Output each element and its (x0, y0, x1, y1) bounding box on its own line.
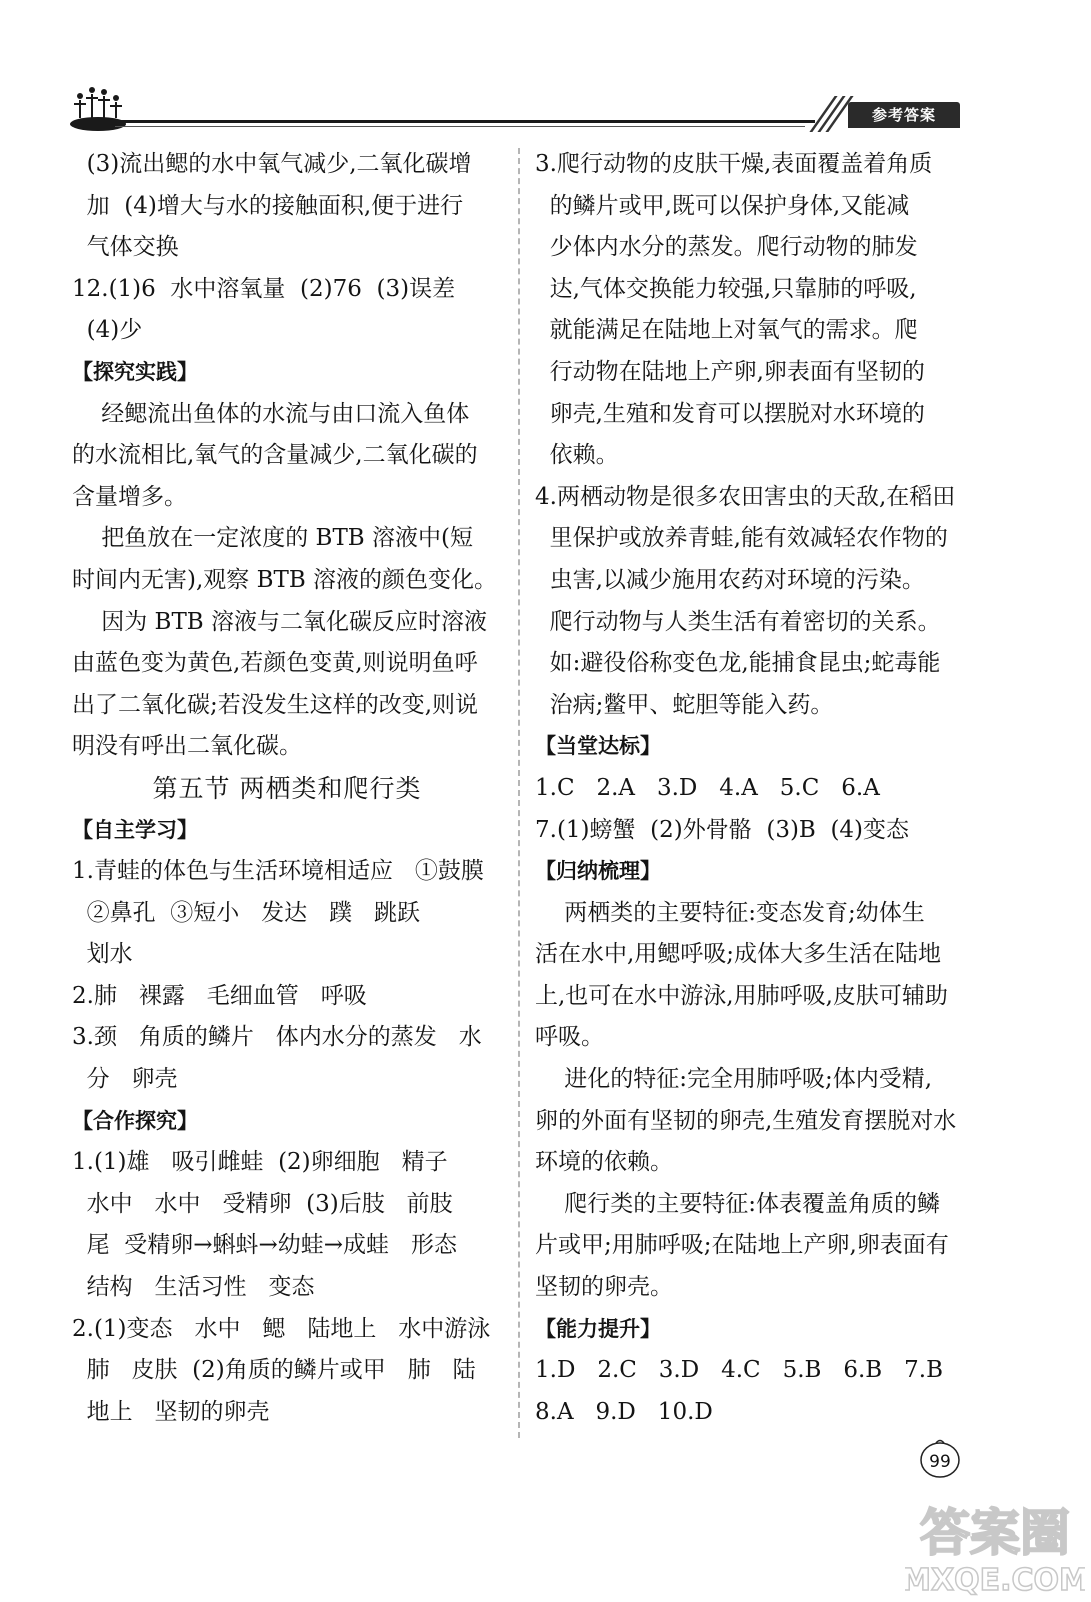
answer-line: 3.颈 角质的鳞片 体内水分的蒸发 水 (72, 1024, 482, 1051)
answer-line: 地上 坚韧的卵壳 (72, 1398, 270, 1425)
answer-line: 达,气体交换能力较强,只靠肺的呼吸, (535, 275, 917, 302)
answer-line: 进化的特征:完全用肺呼吸;体内受精, (535, 1066, 933, 1093)
answer-line: 里保护或放养青蛙,能有效减轻农作物的 (535, 525, 948, 552)
page-header (0, 0, 1091, 140)
answer-line: 片或甲;用肺呼吸;在陆地上产卵,卵表面有 (535, 1232, 949, 1259)
answer-line: 1.(1)雄 吸引雌蛙 (2)卵细胞 精子 (72, 1149, 448, 1176)
answer-line: 8.A 9.D 10.D (535, 1398, 713, 1425)
answer-line: 把鱼放在一定浓度的 BTB 溶液中(短 (72, 525, 473, 552)
answer-line: 环境的依赖。 (535, 1149, 673, 1176)
column-divider (518, 148, 520, 1438)
answer-line: 划水 (72, 941, 133, 968)
answer-line: 的鳞片或甲,既可以保护身体,又能减 (535, 192, 910, 219)
answer-line: ②鼻孔 ③短小 发达 蹼 跳跃 (72, 899, 421, 926)
answer-line: 2.肺 裸露 毛细血管 呼吸 (72, 982, 367, 1009)
answer-line: 行动物在陆地上产卵,卵表面有坚韧的 (535, 358, 925, 385)
answer-line: 分 卵壳 (72, 1066, 178, 1093)
answer-line: 尾 受精卵→蝌蚪→幼蛙→成蛙 形态 (72, 1232, 457, 1259)
section-title: 第五节 两栖类和爬行类 (152, 773, 422, 803)
section-heading: 【归纳梳理】 (535, 859, 661, 884)
answer-line: 12.(1)6 水中溶氧量 (2)76 (3)误差 (72, 275, 456, 302)
answer-line: 含量增多。 (72, 483, 187, 510)
section-heading: 【当堂达标】 (535, 734, 661, 759)
watermark-logo-text: 答案圈 (920, 1504, 1070, 1562)
answer-line: 因为 BTB 溶液与二氧化碳反应时溶液 (72, 608, 488, 635)
answer-line: 卵的外面有坚韧的卵壳,生殖发育摆脱对水 (535, 1107, 957, 1134)
answer-line: 就能满足在陆地上对氧气的需求。爬 (535, 317, 918, 344)
answer-line: 活在水中,用鳃呼吸;成体大多生活在陆地 (535, 941, 942, 968)
answer-line: 呼吸。 (535, 1024, 604, 1051)
answer-line: 结构 生活习性 变态 (72, 1274, 315, 1301)
answer-line: 加 (4)增大与水的接触面积,便于进行 (72, 192, 464, 219)
answer-line: 3.爬行动物的皮肤干燥,表面覆盖着角质 (535, 151, 933, 177)
answer-line: 明没有呼出二氧化碳。 (72, 733, 302, 760)
page-number: 99 (929, 1452, 951, 1472)
answer-line: 坚韧的卵壳。 (535, 1274, 673, 1301)
answer-line: 爬行动物与人类生活有着密切的关系。 (535, 608, 941, 635)
answer-line: 少体内水分的蒸发。爬行动物的肺发 (535, 234, 918, 261)
right-column (535, 144, 967, 1433)
header-rule (115, 120, 815, 123)
answer-line: (4)少 (72, 317, 143, 344)
answer-line: 7.(1)螃蟹 (2)外骨骼 (3)B (4)变态 (535, 816, 910, 843)
answer-line: 经鳃流出鱼体的水流与由口流入鱼体 (72, 400, 470, 427)
answer-line: 的水流相比,氧气的含量减少,二氧化碳的 (72, 442, 478, 469)
answer-line: 2.(1)变态 水中 鳃 陆地上 水中游泳 (72, 1315, 491, 1342)
answer-line: 1.D 2.C 3.D 4.C 5.B 6.B 7.B (535, 1357, 943, 1384)
section-heading: 【合作探究】 (72, 1108, 198, 1133)
page-number-badge (918, 1436, 962, 1480)
answer-line: 虫害,以减少施用农药对环境的污染。 (535, 566, 925, 593)
section-heading: 【探究实践】 (72, 359, 198, 384)
answer-line: 两栖类的主要特征:变态发育;幼体生 (535, 899, 925, 926)
left-column (72, 144, 502, 1433)
watermark-url-text: MXQE.COM (905, 1563, 1085, 1598)
answer-line: 4.两栖动物是很多农田害虫的天敌,在稻田 (535, 483, 956, 510)
answer-line: 治病;鳖甲、蛇胆等能入药。 (535, 691, 834, 718)
answer-line: 上,也可在水中游泳,用肺呼吸,皮肤可辅助 (535, 982, 948, 1009)
answer-key-badge: 参考答案 (848, 102, 960, 128)
answer-line: 由蓝色变为黄色,若颜色变黄,则说明鱼呼 (72, 650, 478, 677)
answer-line: 卵壳,生殖和发育可以摆脱对水环境的 (535, 400, 925, 427)
answer-line: 肺 皮肤 (2)角质的鳞片或甲 肺 陆 (72, 1357, 476, 1384)
answer-line: 如:避役俗称变色龙,能捕食昆虫;蛇毒能 (535, 650, 941, 677)
answer-line: 水中 水中 受精卵 (3)后肢 前肢 (72, 1190, 453, 1217)
answer-line: 依赖。 (535, 442, 619, 469)
answer-line: 1.C 2.A 3.D 4.A 5.C 6.A (535, 774, 880, 801)
section-heading: 【能力提升】 (535, 1316, 661, 1341)
answer-line: 爬行类的主要特征:体表覆盖角质的鳞 (535, 1190, 940, 1217)
answer-line: 时间内无害),观察 BTB 溶液的颜色变化。 (72, 566, 498, 593)
watermark (905, 1488, 1085, 1598)
answer-line: 出了二氧化碳;若没发生这样的改变,则说 (72, 691, 479, 718)
answer-line: 1.青蛙的体色与生活环境相适应 ①鼓膜 (72, 858, 484, 885)
section-heading: 【自主学习】 (72, 817, 198, 842)
answer-line: 气体交换 (72, 234, 179, 261)
header-rule-thin (115, 126, 805, 127)
answer-line: (3)流出鳃的水中氧气减少,二氧化碳增 (72, 151, 472, 177)
